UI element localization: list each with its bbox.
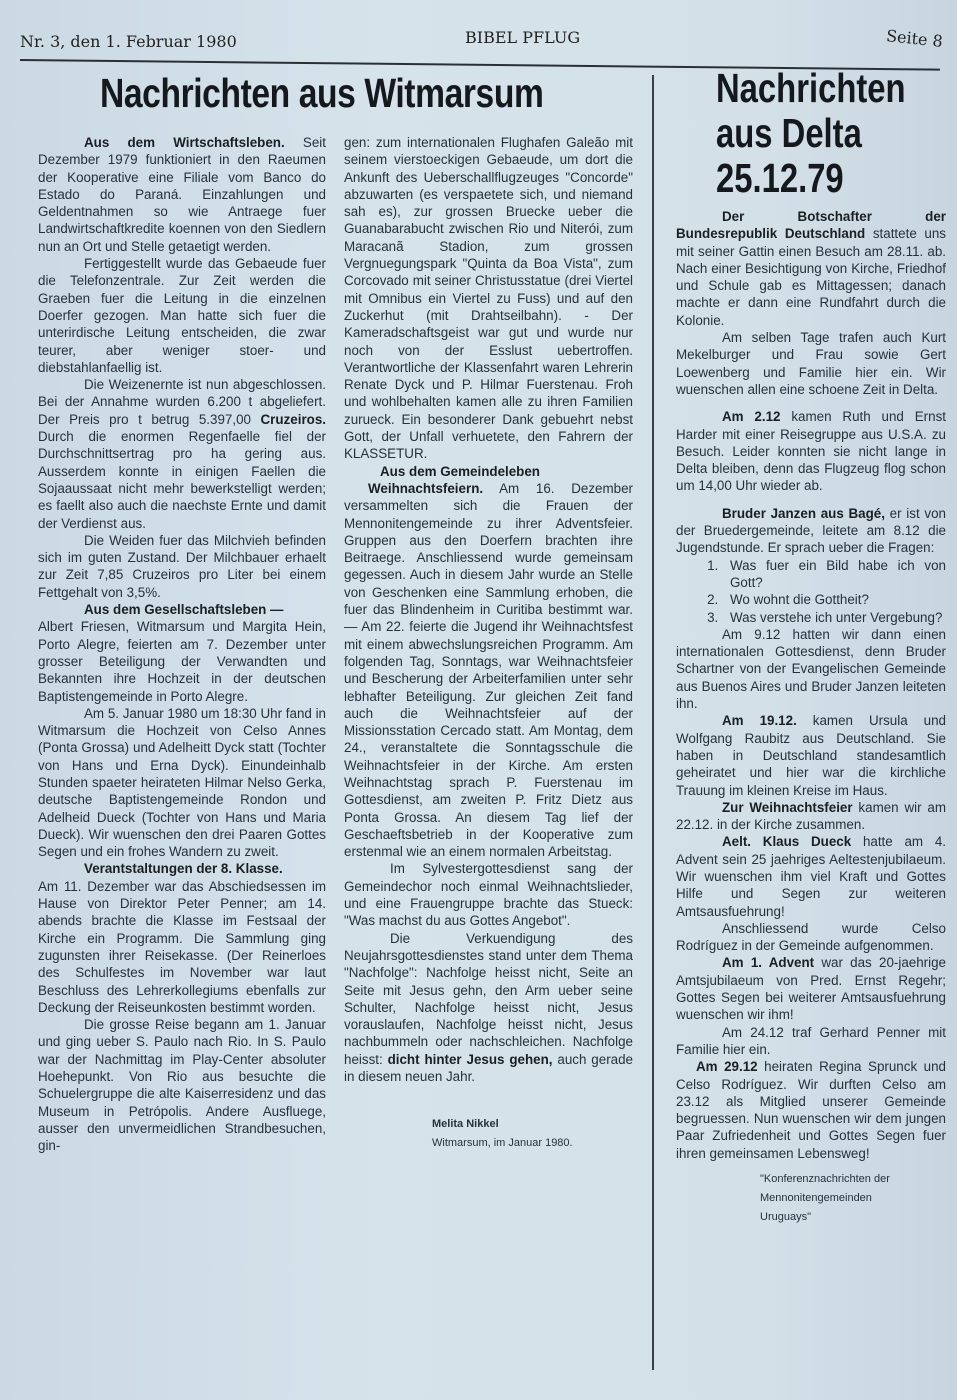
bold-text: Am 29.12: [696, 1059, 758, 1075]
paragraph: Die grosse Reise begann am 1. Januar und ging ueber S. Paulo nach Rio. In S. Paulo war der Nachmittag im Play-Center absoluter Hoehepunkt. Von Rio aus besuchte die Schuelergruppe die alte Kaiserresidenz und das Museum in Petrópolis. Andere Ausfluege, ausser den unvermeidlichen Strandbesuchen, gin-: [38, 1017, 326, 1154]
place-date: Witmarsum, im Januar 1980.: [432, 1137, 573, 1150]
list-item: 1. Was fuer ein Bild habe ich von Gott?: [722, 557, 946, 592]
paragraph-text: Durch die enormen Regenfaelle fiel der Durchschnittsertrag pro ha gering aus. Ausserdem konnte in einigen Faellen die Sojaaussaat nicht mehr bewerkstelligt werden; es faellt also auch die naechste Ernte und damit der Verdienst aus.: [38, 429, 326, 531]
paragraph: Am 11. Dezember war das Abschiedsessen im Hause von Direktor Peter Penner; am 14. abends brachte die Klasse im Festsaal der Kirche ein Programm. Die Sammlung ging zugunsten ihrer Reisekasse. (Der Reinerloes des Schulfestes im November war laut Beschluss des Lehrerkollegiums ebenfalls zur Deckung der Reiseunkosten bestimmt worden.: [38, 878, 326, 1015]
author-name: Melita Nikkel: [432, 1118, 499, 1131]
section-heading-text: Aus dem Gemeindeleben: [380, 463, 540, 479]
paragraph: Am 9.12 hatten wir dann einen internationalen Gottesdienst, denn Bruder Schartner von der Evangelischen Gemeinde aus Buenos Aires und Bruder Janzen leiteten ihn.: [676, 626, 946, 712]
section-heading-text: Aus dem Gesellschaftsleben —: [84, 602, 284, 618]
issue-date: Nr. 3, den 1. Februar 1980: [20, 32, 237, 51]
bold-text: Am 19.12.: [722, 713, 797, 729]
page-number: Seite 8: [885, 26, 944, 51]
witmarsum-column-1: [38, 134, 326, 1155]
paragraph-text: Die Verkuendigung des Neujahrsgottesdienstes stand unter dem Thema "Nachfolge": Nachfolge heisst nicht, Seite an Seite mit Jesus gehn, den Arm ueber seine Schulter, Nachfolge heisst nicht, Jesus vorauslaufen, Nachfolge heisst nicht, Jesus nachbummeln oder nachschleichen. Nachfolge heisst:: [344, 930, 633, 1067]
paragraph-text: stattete uns mit seiner Gattin einen Besuch am 28.11. ab. Nach einer Besichtigung von Kirche, Friedhof und Schule gab es Mittagessen; danach machte er dann eine Rundfahrt durch die Kolonie.: [676, 226, 947, 328]
paragraph: [38, 134, 326, 255]
section-heading: [38, 860, 326, 877]
paragraph-text: hatte am 4. Advent sein 25 jaehriges Aeltestenjubilaeum. Wir wuenschen ihm viel Kraft und Gottes Hilfe und Segen zur weiteren Amtsausfuehrung!: [676, 834, 946, 919]
paragraph: [676, 505, 946, 557]
paragraph: Die Weiden fuer das Milchvieh befinden sich im guten Zustand. Der Milchbauer erhaelt zur Zeit 7,85 Cruzeiros pro Liter bei einem Fettgehalt von 3,5%.: [38, 532, 326, 600]
subheading: Weihnachtsfeiern.: [368, 480, 484, 496]
paragraph: [38, 376, 326, 532]
paragraph-text: kamen Ursula und Wolfgang Raubitz aus Deutschland. Sie haben in Deutschland standesamtlich geheiratet und hier war die kirchliche Trauung im kleinen Kreise im Haus.: [676, 713, 946, 798]
paragraph-text: kamen Ruth und Ernst Harder mit einer Reisegruppe aus U.S.A. zu Besuch. Leider konnten sie nicht lange in Delta bleiben, denn das Flugzeug flog schon um 14,00 Uhr wieder ab.: [676, 409, 946, 494]
witmarsum-column-2: [344, 134, 633, 1153]
paragraph-text: kamen wir am 22.12. in der Kirche zusammen.: [676, 799, 946, 833]
paragraph-text: war das 20-jaehrige Amtsjubilaeum von Pred. Ernst Regehr; Gottes Segen bei weiterer Amtsausfuehrung wuenschen wir ihm!: [676, 955, 946, 1023]
headline-line: Nachrichten: [716, 65, 906, 111]
source-line: "Konferenznachrichten der: [760, 1173, 890, 1186]
signature-block: [432, 1115, 633, 1153]
paragraph: Am 24.12 traf Gerhard Penner mit Familie hier ein.: [676, 1024, 946, 1057]
paragraph: Anschliessend wurde Celso Rodríguez in der Gemeinde aufgenommen.: [676, 920, 946, 954]
paragraph: [676, 208, 946, 329]
paragraph: [676, 1058, 946, 1162]
paragraph: [344, 480, 633, 861]
source-line: Uruguays": [760, 1211, 811, 1224]
section-heading: Aus dem Wirtschaftsleben.: [84, 135, 285, 150]
bold-text: dicht hinter Jesus gehen,: [387, 1051, 553, 1067]
paragraph: [676, 954, 946, 1023]
headline-date: 25.12.79: [716, 155, 844, 201]
source-line: Mennonitengemeinden: [760, 1192, 872, 1205]
witmarsum-headline: Nachrichten aus Witmarsum: [100, 70, 544, 116]
delta-headline: [716, 66, 906, 201]
paragraph: [676, 712, 946, 798]
section-heading: [344, 463, 633, 480]
section-heading-text: Verantstaltungen der 8. Klasse.: [84, 861, 283, 877]
list-item: 2. Wo wohnt die Gottheit?: [722, 591, 946, 608]
paragraph: [344, 930, 633, 1086]
bold-text: Aelt. Klaus Dueck: [722, 834, 852, 850]
list-item: 3. Was verstehe ich unter Vergebung?: [722, 609, 946, 626]
paragraph-text: Die Weizenernte ist nun abgeschlossen. Bei der Annahme wurden 6.200 t abgeliefert. Der Preis pro t betrug 5.397,00: [38, 377, 326, 427]
bold-text: Bruder Janzen aus Bagé,: [722, 505, 885, 521]
paragraph-text: heiraten Regina Sprunck und Celso Rodríguez. Wir durften Celso am 23.12 als Mitglied unserer Gemeinde begruessen. Nun wuenschen wir dem jungen Paar Zufriedenheit und Gottes Segen fuer ihren gemeinsamen Lebensweg!: [676, 1059, 947, 1161]
bold-text: Der Botschafter der Bundesrepublik Deutschland: [676, 209, 946, 242]
publication-name: BIBEL PFLUG: [465, 28, 581, 47]
headline-line: aus Delta: [716, 110, 862, 156]
paragraph-text: er ist von der Bruedergemeinde, leitete am 8.12 die Jugendstunde. Er sprach ueber die Fragen:: [676, 505, 946, 556]
paragraph: [676, 799, 946, 834]
paragraph-text: Seit Dezember 1979 funktioniert in den Raeumen der Kooperative eine Filiale vom Banco do Estado do Paraná. Einzahlungen und Geldentnahmen so wie Antraege fuer Landwirtschaftkredite koennen von den Siedlern nun an Ort und Stelle getaetigt werden.: [38, 135, 326, 254]
delta-column: [676, 208, 946, 1227]
page-header: [20, 26, 943, 60]
paragraph-text: Am 16. Dezember versammelten sich die Frauen der Mennonitengemeinde zu ihrer Adventsfeier. Gruppen aus den Doerfern brachten ihre Beitraege. Anschliessend wurde gemeinsam gegessen. Auch in diesem Jahr wurde an Stelle von Geschenken eine Sammlung erhoben, die fuer das Blindenheim in Curitiba bestimmt war. — Am 22. feierte die Jugend ihr Weihnachtsfest mit einem abwechslungsreichen Programm. Am folgenden Tag, Sonntags, war Weihnachtsfeier und Bescherung der Arbeiterfamilien unter sehr lebhafter Beteiligung. Zur gleichen Zeit fand auch die Weihnachtsfeier auf der Missionsstation Cercado statt. Am Montag, dem 24., veranstaltete die Sonntagsschule die Weihnachtsfeier in der Kirche. Am ersten Weihnachtstag sprach P. Fuerstenau im Gottesdienst, am zweiten P. Fritz Dietz aus Ponta Grossa. An diesem Tag lief der Geschaeftsbetrieb in der Kooperative zum erstenmal wie an einem normalen Arbeitstag.: [344, 480, 633, 860]
bold-text: Zur Weihnachtsfeier: [722, 799, 853, 815]
paragraph: Im Sylvestergottesdienst sang der Gemeindechor noch einmal Weihnachtslieder, und eine Frauengruppe brachte das Stueck: "Was machst du aus Gottes Angebot".: [344, 861, 633, 929]
bold-text: Am 1. Advent: [722, 955, 815, 971]
paragraph-text: auch gerade in diesem neuen Jahr.: [344, 1051, 633, 1085]
bold-text: Cruzeiros.: [260, 411, 326, 427]
question-list: [676, 557, 946, 626]
paragraph: Fertiggestellt wurde das Gebaeude fuer die Telefonzentrale. Zur Zeit werden die Graeben fuer die Leitung in die einzelnen Doerfer gezogen. Man hatte sich fuer die unterirdische Leitung entscheiden, die zwar teurer, aber weniger stoer- und diebstahlanfaellig ist.: [38, 256, 326, 375]
paragraph: Am selben Tage trafen auch Kurt Mekelburger und Frau sowie Gert Loewenberg und Familie hier ein. Wir wuenschen allen eine schoene Zeit in Delta.: [676, 330, 946, 397]
paragraph: Am 5. Januar 1980 um 18:30 Uhr fand in Witmarsum die Hochzeit von Celso Annes (Ponta Grossa) und Adelheitt Dyck statt (Tochter von Hans und Erna Dyck). Einundeinhalb Stunden spaeter heirateten Hilmar Nelso Gerka, deutsche Baptistengemeinde Rondon und Adelheid Dueck (Tochter von Hans und Maria Dueck). Wir wuenschen den drei Paaren Gottes Segen und ein frohes Wandern zu zweit.: [38, 705, 326, 860]
paragraph: [676, 408, 946, 494]
paragraph: gen: zum internationalen Flughafen Galeão mit seinem vierstoeckigen Gebaeude, um dort die Ankunft des Ueberschallflugzeuges "Concorde" abzuwarten (es verspaetete sich, und niemand sah es), zur grossen Bruecke ueber die Guanabarabucht zwischen Rio und Niterói, zum Maracanã Stadion, zum grossen Vergnuegungspark "Quinta da Boa Vista", zum Corcovado mit seiner Christusstatue (drei Viertel mit Omnibus ein Viertel zu Fuss) und auf den Zuckerhut (mit Drahtseilbahn). - Der Kameradschaftsgeist war gut und wurde nur noch von der Esslust uebertroffen. Verantwortliche der Klassenfahrt waren Lehrerin Renate Dyck und P. Hilmar Fuerstenau. Froh und wohlbehalten kamen alle zu ihren Familien zurueck. Ein besonderer Dank gebuehrt nebst Gott, der Unfall verhuetete, den Fahrern der KLASSETUR.: [344, 135, 633, 462]
source-citation: [760, 1170, 946, 1227]
paragraph: Albert Friesen, Witmarsum und Margita Hein, Porto Alegre, feierten am 7. Dezember unter grosser Beteiligung der Verwandten und Bekannten ihre Hochzeit in der deutschen Baptistengemeinde in Porto Alegre.: [38, 619, 326, 704]
paragraph: [676, 833, 946, 919]
column-divider: [652, 75, 654, 1370]
bold-text: Am 2.12: [722, 409, 781, 425]
section-heading: [38, 601, 326, 618]
